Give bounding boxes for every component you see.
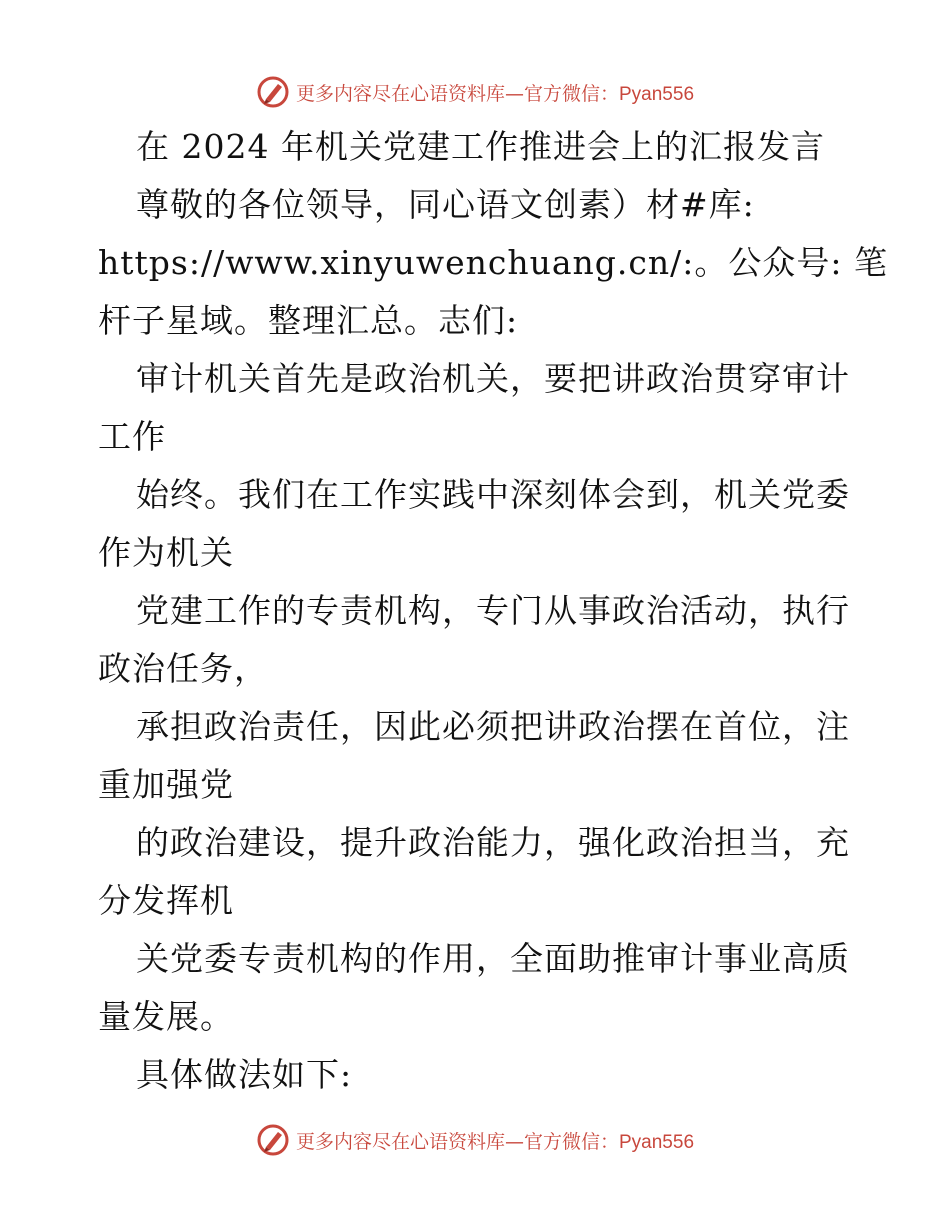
text-line: 政治任务， <box>98 649 268 688</box>
document-body <box>98 118 888 1104</box>
watermark-text: 更多内容尽在心语资料库—官方微信：Pyan556 <box>295 82 695 105</box>
text-line: 审计机关首先是政治机关，要把讲政治贯穿审计 <box>136 359 850 398</box>
text-line: 杆子星域。整理汇总。志们: <box>98 301 519 340</box>
text-line: 分发挥机 <box>98 881 234 920</box>
text-line: 在 2024 年机关党建工作推进会上的汇报发言 <box>136 127 825 166</box>
watermark-text: 更多内容尽在心语资料库—官方微信：Pyan556 <box>295 1130 695 1153</box>
text-line: 尊敬的各位领导，同心语文创素）材#库: <box>136 185 755 224</box>
text-line: 作为机关 <box>98 533 234 572</box>
pen-logo-icon <box>256 1123 290 1157</box>
text-line: 具体做法如下: <box>136 1055 353 1094</box>
text-line: 关党委专责机构的作用，全面助推审计事业高质 <box>136 939 850 978</box>
header-watermark <box>0 70 950 114</box>
text-line: 党建工作的专责机构，专门从事政治活动，执行 <box>136 591 850 630</box>
text-line: 承担政治责任，因此必须把讲政治摆在首位，注 <box>136 707 850 746</box>
pen-logo-icon <box>256 75 290 109</box>
text-line: 工作 <box>98 417 166 456</box>
text-line: https://www.xinyuwenchuang.cn/:。公众号: 笔 <box>98 243 888 282</box>
text-line: 始终。我们在工作实践中深刻体会到，机关党委 <box>136 475 850 514</box>
text-line: 重加强党 <box>98 765 234 804</box>
footer-watermark <box>0 1118 950 1162</box>
text-line: 的政治建设，提升政治能力，强化政治担当，充 <box>136 823 850 862</box>
text-line: 量发展。 <box>98 997 234 1036</box>
